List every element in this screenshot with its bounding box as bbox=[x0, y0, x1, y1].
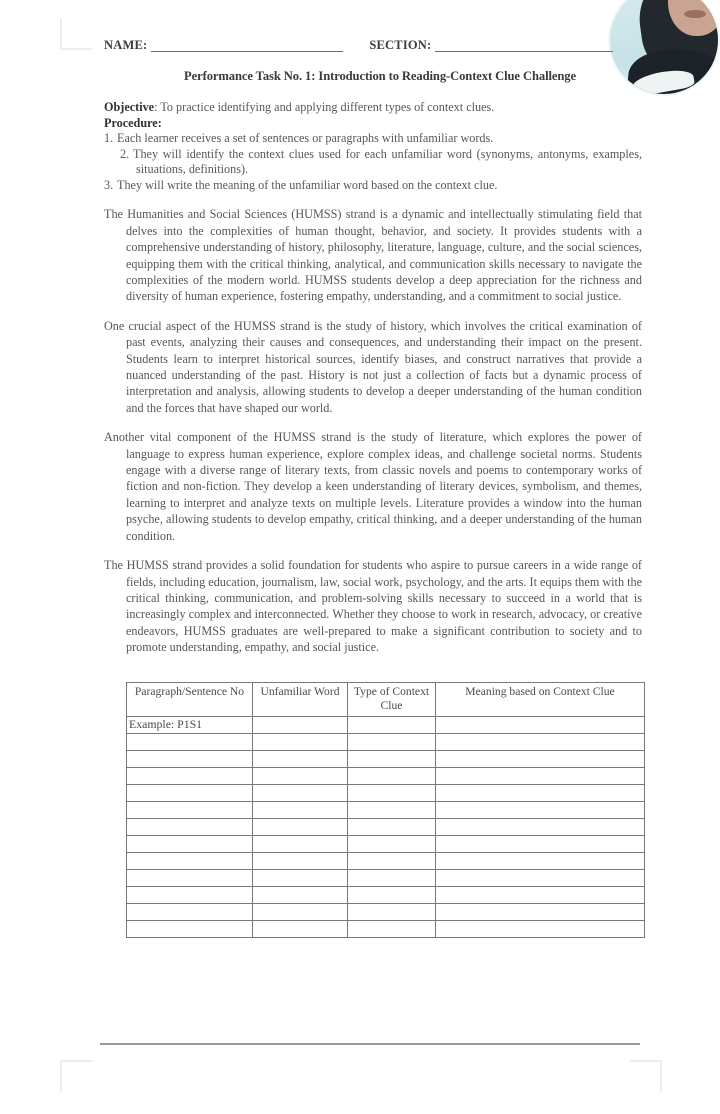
cell-type-of-context-clue[interactable] bbox=[348, 920, 436, 937]
table-row[interactable] bbox=[127, 835, 645, 852]
column-header-unfamiliar-word: Unfamiliar Word bbox=[253, 682, 348, 716]
cell-meaning[interactable] bbox=[436, 852, 645, 869]
step-number: 2. bbox=[120, 146, 130, 161]
table-row[interactable] bbox=[127, 869, 645, 886]
cell-type-of-context-clue[interactable] bbox=[348, 716, 436, 733]
cell-paragraph-sentence-no[interactable] bbox=[127, 869, 253, 886]
cell-unfamiliar-word[interactable] bbox=[253, 716, 348, 733]
procedure-step bbox=[104, 178, 642, 194]
table-row[interactable] bbox=[127, 886, 645, 903]
table-body bbox=[127, 716, 645, 937]
cell-meaning[interactable] bbox=[436, 716, 645, 733]
page-title: Performance Task No. 1: Introduction to Reading-Context Clue Challenge bbox=[184, 69, 576, 83]
table-row[interactable] bbox=[127, 903, 645, 920]
cell-unfamiliar-word[interactable] bbox=[253, 750, 348, 767]
cell-paragraph-sentence-no[interactable] bbox=[127, 818, 253, 835]
table-row[interactable] bbox=[127, 733, 645, 750]
cell-meaning[interactable] bbox=[436, 733, 645, 750]
cell-type-of-context-clue[interactable] bbox=[348, 733, 436, 750]
cell-unfamiliar-word[interactable] bbox=[253, 767, 348, 784]
cell-type-of-context-clue[interactable] bbox=[348, 784, 436, 801]
table-row[interactable] bbox=[127, 920, 645, 937]
passage-paragraph-4: The HUMSS strand provides a solid foundation for students who aspire to pursue careers in a wide range of fields, including education, journalism, law, social work, psychology, and the arts. It equips them with the critical thinking, communication, and problem-solving skills necessary to succeed in a world that is increasingly complex and interconnected. Whether they choose to work in research, advocacy, or creative endeavors, HUMSS graduates are well-prepared to make a significant contribution to society and to promote understanding, empathy, and social justice. bbox=[104, 558, 642, 655]
cell-type-of-context-clue[interactable] bbox=[348, 818, 436, 835]
cell-paragraph-sentence-no[interactable] bbox=[127, 801, 253, 818]
step-number: 3. bbox=[104, 177, 114, 192]
cell-meaning[interactable] bbox=[436, 886, 645, 903]
step-text: Each learner receives a set of sentences or paragraphs with unfamiliar words. bbox=[117, 131, 494, 145]
context-clue-answer-table bbox=[126, 682, 645, 938]
table-row[interactable] bbox=[127, 784, 645, 801]
cell-paragraph-sentence-no[interactable] bbox=[127, 784, 253, 801]
cell-type-of-context-clue[interactable] bbox=[348, 750, 436, 767]
cell-paragraph-sentence-no[interactable] bbox=[127, 767, 253, 784]
table-row[interactable] bbox=[127, 852, 645, 869]
procedure-label: Procedure: bbox=[104, 115, 162, 130]
cell-type-of-context-clue[interactable] bbox=[348, 903, 436, 920]
cell-unfamiliar-word[interactable] bbox=[253, 903, 348, 920]
cell-paragraph-sentence-no[interactable] bbox=[127, 886, 253, 903]
cell-meaning[interactable] bbox=[436, 835, 645, 852]
cell-type-of-context-clue[interactable] bbox=[348, 801, 436, 818]
step-number: 1. bbox=[104, 131, 114, 145]
cell-unfamiliar-word[interactable] bbox=[253, 869, 348, 886]
cell-paragraph-sentence-no[interactable] bbox=[127, 903, 253, 920]
passage-paragraph-1: The Humanities and Social Sciences (HUMSS) strand is a dynamic and intellectually stimulating field that delves into the complexities of human thought, behavior, and society. It provides students with a comprehensive understanding of history, philosophy, literature, language, culture, and the social sciences, equipping them with the critical thinking, analytical, and communication skills necessary to navigate the complexities of the modern world. HUMSS students develop a deep appreciation for the richness and diversity of human experience, fostering empathy, understanding, and a commitment to social justice. bbox=[104, 207, 642, 304]
procedure-step bbox=[104, 147, 642, 178]
cell-meaning[interactable] bbox=[436, 920, 645, 937]
name-label: NAME: bbox=[104, 38, 148, 52]
crop-mark-bottom-right bbox=[630, 1060, 662, 1092]
cell-paragraph-sentence-no[interactable] bbox=[127, 750, 253, 767]
cell-unfamiliar-word[interactable] bbox=[253, 818, 348, 835]
cell-meaning[interactable] bbox=[436, 818, 645, 835]
objective-label: Objective bbox=[104, 100, 155, 114]
table-row[interactable] bbox=[127, 767, 645, 784]
column-header-meaning: Meaning based on Context Clue bbox=[436, 682, 645, 716]
crop-mark-bottom-left bbox=[60, 1060, 92, 1092]
cell-meaning[interactable] bbox=[436, 750, 645, 767]
cell-unfamiliar-word[interactable] bbox=[253, 852, 348, 869]
procedure-list bbox=[104, 131, 642, 193]
passage-paragraph-2: One crucial aspect of the HUMSS strand is the study of history, which involves the critical examination of past events, analyzing their causes and consequences, and understanding their impact on the present. Students learn to interpret historical sources, identify biases, and construct narratives that provide a nuanced understanding of the past. History is not just a collection of facts but a dynamic process of interpretation and analysis, allowing students to develop a deeper understanding of the human condition and the forces that have shaped our world. bbox=[104, 318, 642, 415]
objective-separator: : bbox=[154, 100, 161, 114]
cell-unfamiliar-word[interactable] bbox=[253, 801, 348, 818]
cell-unfamiliar-word[interactable] bbox=[253, 835, 348, 852]
column-header-paragraph-sentence-no: Paragraph/Sentence No bbox=[127, 682, 253, 716]
table-header-row bbox=[127, 682, 645, 716]
passage-paragraph-3: Another vital component of the HUMSS strand is the study of literature, which explores the power of language to express human experience, explore complex ideas, and challenge societal norms. Students engage with a diverse range of literary texts, from classic novels and poems to contemporary works of fiction and non-fiction. They develop a keen understanding of literary devices, symbolism, and themes, learning to interpret and analyze texts on multiple levels. Literature provides a window into the human psyche, allowing students to develop empathy, critical thinking, and a deeper understanding of the human condition. bbox=[104, 430, 642, 543]
footer-divider bbox=[100, 1043, 640, 1045]
section-label: SECTION: bbox=[369, 38, 432, 52]
step-text: They will identify the context clues used for each unfamiliar word (synonyms, antonyms, examples, situations, definitions). bbox=[133, 146, 642, 177]
name-input-line[interactable] bbox=[151, 40, 343, 52]
cell-type-of-context-clue[interactable] bbox=[348, 852, 436, 869]
cell-unfamiliar-word[interactable] bbox=[253, 784, 348, 801]
cell-paragraph-sentence-no[interactable]: Example: P1S1 bbox=[127, 716, 253, 733]
cell-meaning[interactable] bbox=[436, 869, 645, 886]
cell-meaning[interactable] bbox=[436, 801, 645, 818]
cell-unfamiliar-word[interactable] bbox=[253, 886, 348, 903]
cell-meaning[interactable] bbox=[436, 767, 645, 784]
student-info-row bbox=[104, 38, 642, 53]
cell-type-of-context-clue[interactable] bbox=[348, 767, 436, 784]
cell-type-of-context-clue[interactable] bbox=[348, 886, 436, 903]
table-row[interactable] bbox=[127, 801, 645, 818]
objective-text: To practice identifying and applying different types of context clues. bbox=[160, 100, 495, 114]
cell-meaning[interactable] bbox=[436, 784, 645, 801]
cell-paragraph-sentence-no[interactable] bbox=[127, 733, 253, 750]
section-input-line[interactable] bbox=[435, 40, 613, 52]
cell-type-of-context-clue[interactable] bbox=[348, 835, 436, 852]
table-row[interactable] bbox=[127, 750, 645, 767]
procedure-heading bbox=[104, 116, 642, 132]
cell-meaning[interactable] bbox=[436, 903, 645, 920]
procedure-step bbox=[104, 131, 642, 147]
column-header-type-of-context-clue: Type of Context Clue bbox=[348, 682, 436, 716]
step-text: They will write the meaning of the unfamiliar word based on the context clue. bbox=[117, 177, 498, 192]
cell-paragraph-sentence-no[interactable] bbox=[127, 835, 253, 852]
objective-line bbox=[104, 100, 642, 116]
table-row[interactable] bbox=[127, 818, 645, 835]
cell-unfamiliar-word[interactable] bbox=[253, 733, 348, 750]
cell-unfamiliar-word[interactable] bbox=[253, 920, 348, 937]
cell-paragraph-sentence-no[interactable] bbox=[127, 852, 253, 869]
table-row-example[interactable] bbox=[127, 716, 645, 733]
cell-type-of-context-clue[interactable] bbox=[348, 869, 436, 886]
cell-paragraph-sentence-no[interactable] bbox=[127, 920, 253, 937]
table-head bbox=[127, 682, 645, 716]
